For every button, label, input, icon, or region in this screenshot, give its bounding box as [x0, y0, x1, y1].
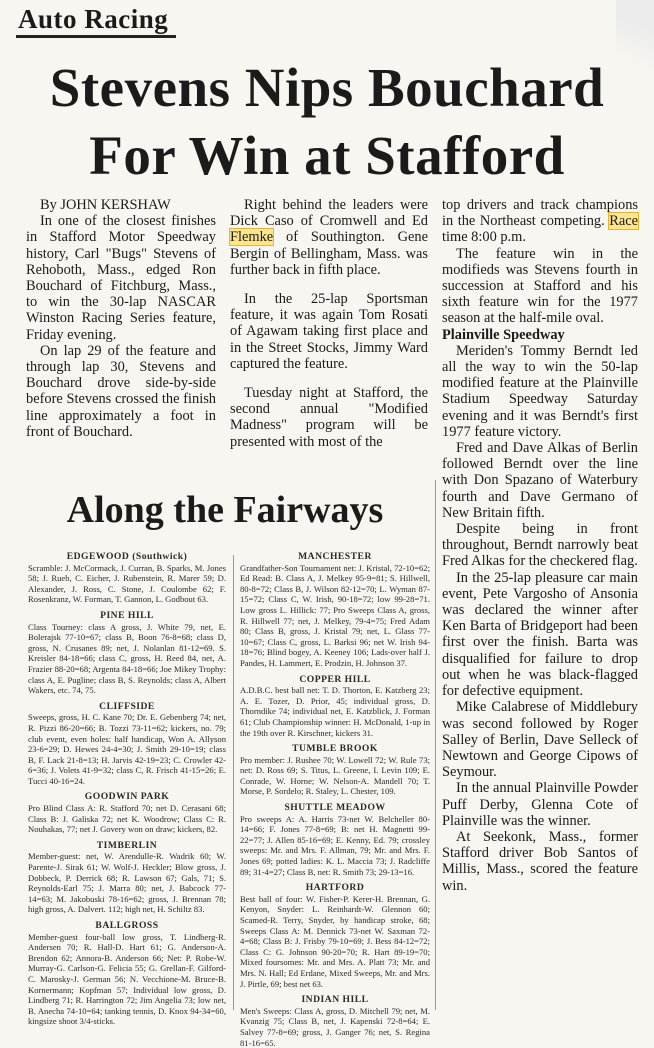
article-column-3 [442, 197, 638, 894]
club-results: Scramble: J. McCormack, J. Curran, B. Sparks, M. Jones 58; J. Rueb, C. Eicher, J. Rubenstein, R. Marer 59; D. Alexander, J. Ross, C. Stone, J. Coulombe 62; F. Rosenkranz, W. Forman, T. Gannon, L. Godbout 63. [28, 562, 226, 605]
club-name: CLIFFSIDE [99, 700, 155, 712]
paragraph: In the 25-lap Sportsman feature, it was again Tom Rosati of Agawam taking first place and in the Street Stocks, Jimmy Ward captured the feature. [230, 291, 428, 372]
club-name: PINE HILL [100, 609, 154, 621]
paragraph: Fred and Dave Alkas of Berlin followed Berndt over the line with Don Spazano of Waterbury fourth and Dave Germano of New Britain fifth. [442, 440, 638, 521]
club-results: Pro Blind Class A: R. Stafford 70; net D. Cerasani 68; Class B: J. Galiska 72; net K. Woodrow; Class C: R. Nouhakas, 77; net J. Govery won on draw; kickers, 82. [28, 803, 226, 835]
paragraph: At Seekonk, Mass., former Stafford driver Bob Santos of Millis, Mass., scored the feature win. [442, 828, 638, 894]
byline: By JOHN KERSHAW [40, 197, 171, 213]
headline-line-2: For Win at Stafford [89, 125, 565, 186]
column-divider [233, 555, 234, 1010]
club-results: Class Tourney: class A gross, J. White 79, net, E. Bolerajsk 77-10=67; class B, Boon 76-8=68; class D, gross, N. Crusanes 89; net, J. Nolanlan 81-12=69. S. Kreisler 84-18=66; class C, gross, H. Reed 84, net, A. Frazier 88-20=68; Argenta 84-18=66; Joe Mikey Trophy: class A, E. Pugline; class B, S. Reynolds; class A, Albert Wakers, etc. 74, 75. [28, 621, 226, 696]
club-name: HARTFORD [305, 882, 365, 894]
article-column-1 [26, 197, 216, 440]
paragraph: In the 25-lap pleasure car main event, Pete Vargosho of Ansonia was declared the winner after Ken Barta of Bridgeport had been first over the finish. Barta was disqualified for failure to drop out when he was black-flagged for defective equipment. [442, 569, 638, 700]
club-results: Men's Sweeps: Class A, gross, D. Mitchell 79; net, M. Kvanzig 75; Class B, net, J. Kapenski 72-8=64; E. Salvey 77-8=69; gross, J. Ganger 76; net, S. Regina 81-16=65. [240, 1005, 430, 1048]
paragraph: Right behind the leaders were Dick Caso of Cromwell and Ed Flemke of Southington. Gene Bergin of Bellingham, Mass. was further back in fifth place. [230, 197, 428, 278]
highlighted-word[interactable]: Race [609, 213, 638, 230]
club-results: Pro member: J. Rushee 70; W. Lowell 72; W. Rule 73; net: D. Ross 69; S. Titus, L. Greene, I. Levin 109; E. Conrade, W. Horne; W. Nelson-A. Mandell 70; T. Morse, P. Sordelo; R. Staley, L. Chester, 109. [240, 754, 430, 797]
club-results: Member-guest: net, W. Arendulle-R. Wadrik 60; W. Parente-J. Sirak 61; W. Wolf-J. Heckler; Blow gross, J. Dobbeck, P. Derrick 68; R. Lawson 67; Gals, 71; S. Reynolds-Earl 75; J. Marra 80; net, J. Babcock 77-14=63; M. Jakobuski 78-16=62; gross, J. Brennan 78; high gross, A. Dalvert. 112; high net, H. Schiltz 83. [28, 851, 226, 915]
club-name: TUMBLE BROOK [292, 743, 378, 755]
paragraph: Tuesday night at Stafford, the second annual "Modified Madness" program will be presented with most of the [230, 385, 428, 450]
paragraph: top drivers and track champions in the Northeast competing. Race time 8:00 p.m. [442, 197, 638, 246]
paragraph: Mike Calabrese of Middlebury was second followed by Roger Salley of Berlin, Dave Selleck of Newtown and George Cipows of Seymour. [442, 699, 638, 781]
column-divider [435, 480, 436, 1010]
club-name: MANCHESTER [298, 551, 372, 562]
section-label: Auto Racing [16, 4, 176, 38]
club-name: BALLGROSS [95, 920, 159, 931]
club-name: COPPER HILL [299, 673, 371, 685]
club-name: SHUTTLE MEADOW [284, 802, 386, 814]
club-name: INDIAN HILL [301, 994, 369, 1006]
club-results: Sweeps, gross, H. C. Kane 70; Dr. E. Gebenberg 74; net, R. Pizzi 86-20=66; B. Tozzi 73-11=62; kickers, no. 79; club event, even holes: half handicap, Won A. Allyson 23-6=29; D. Hewes 24-4=30; J. Smith 29-10=19; class B, F. Lack 21-8=13; H. Jarvis 42-19=23; C. Crowler 42-6=36; J. Volets 41-9=32; class C, R. Frisch 41-15=26; E. Tucci 40-16=24. [28, 712, 226, 786]
fairways-headline: Along the Fairways [66, 489, 384, 531]
fairways-column-left [28, 551, 226, 1027]
article-column-2 [230, 197, 428, 450]
fairways-column-right [240, 551, 430, 1048]
club-results: Grandfather-Son Tournament net: J. Kristal, 72-10=62; Ed Read: B. Class A, J. Melkey 95-9=81; S. Hillwell, 80-8=72; Class B, J. Wilson 82-12=70; L. Wyman 87-15=72; Class C, W. Irish, 90-18=72; low 99-28=71. Low gross L. Hillick: 77; Pro Sweeps Class A, gross, R. Hillwell 77; net, J. Melkey, 79-4=75; Fred Adam 80; Class B, gross, J. Kristal 79; net, L. Glass 77-10=67; Class C, gross, L. Barksi 96; net W. Irish 94-18=76; Blind bogey, A. Keeney 106; Lads-over half J. Pandes, H. Lammert, E. Prodzin, H. Johnson 37. [240, 562, 430, 668]
club-name: EDGEWOOD (Southwick) [66, 551, 188, 562]
club-name: TIMBERLIN [96, 839, 158, 851]
club-results: A.D.B.C. best ball net: T. D. Thorton, E. Katzberg 23; A. E. Tozer, D. Prior, 45; individual gross, D. Thorndike 74; individual net, E. Katzblick, J. Forman 61; Club Championship winner: H. McDonald, 1-up in the 19th over R. Kirschner, kickers 31. [240, 685, 430, 738]
paragraph: In the annual Plainville Powder Puff Derby, Glenna Cote of Plainville was the winner. [442, 780, 638, 829]
subhead-plainville: Plainville Speedway [442, 326, 565, 343]
club-results: Best ball of four: W. Fisher-P. Kerer-H. Brennan, G. Kenyon, Snyder: L. Reinhardt-W. Glennon 60; Scamed-R. Terry, Snyder, by handicap stroke, 68; Sweeps Class A: M. Dennick 73-net W. Saxman 72-4=68; Class B: J. Frisby 79-10=69; J. Bess 84-12=72; Class C: G. Johnson 90-20=70; R. Hart 89-19=70; Mixed foursomes: Mr. and Mrs. A. Platt 73; Mr. and Mrs. N. Hall; Ed Erdane, Mixed Sweeps, Mr. and Mrs. J. Pirtle, 69; best net 63. [240, 893, 430, 989]
paragraph: Meriden's Tommy Berndt led all the way to win the 50-lap modified feature at the Plainville Stadium Speedway Saturday evening and it was Berndt's first 1977 feature victory. [442, 342, 638, 440]
club-results: Pro sweeps A: A. Harris 73-net W. Belcheller 80-14=66; F. Jones 77-8=69; B: net H. Magnetti 99-22=77; J. Allen 85-16=69; E. Kenny, Ed. 79; crossley sweeps: Mr. and Mrs. F. Allman, 79; Mr. and Mrs. F. Jones 69; potted ladies: K. L. Maccia 73; J. Radcliffe 89; 31-4=27; Class B, net: R. Smith 73; 29-13=16. [240, 813, 430, 877]
paragraph: On lap 29 of the feature and through lap 30, Stevens and Bouchard drove side-by-side before Stevens crossed the finish line approximately a foot in front of Bouchard. [26, 342, 216, 440]
paragraph: Despite being in front throughout, Berndt narrowly beat Fred Alkas for the checkered flag. [442, 521, 638, 570]
club-results: Member-guest four-ball low gross, T. Lindberg-R. Andersen 70; R. Hall-D. Hart 61; G. Anderson-A. Brendon 62; Annora-B. Anderson 66; Net: P. Robe-W. Murray-G. Carlson-G. Felicia 55; G. Grellan-F. Gilford-C. Marosky-J. German 56; N. Vecchione-M. Bruce-B. Kornermann; Kopfman 57; Individual low gross, D. Lindberg 71; R. Harrington 72; Jim Angelia 73; low net, B. Anecha 74-10=64; tanking tennis, D. Knox 94-34=60, kingsize shoot 3/4-sticks. [28, 931, 226, 1027]
highlighted-word[interactable]: Flemke [230, 229, 274, 246]
paragraph: In one of the closest finishes in Stafford Motor Speedway history, Carl "Bugs" Stevens of Rehoboth, Mass., edged Ron Bouchard of Fitchburg, Mass., to win the 30-lap NASCAR Winston Racing Series feature, Friday evening. [26, 213, 216, 343]
headline-line-1: Stevens Nips Bouchard [49, 57, 605, 118]
paragraph: The feature win in the modifieds was Stevens fourth in succession at Stafford and his sixth feature win for the 1977 season at the half-mile oval. [442, 245, 638, 327]
club-name: GOODWIN PARK [84, 791, 170, 803]
